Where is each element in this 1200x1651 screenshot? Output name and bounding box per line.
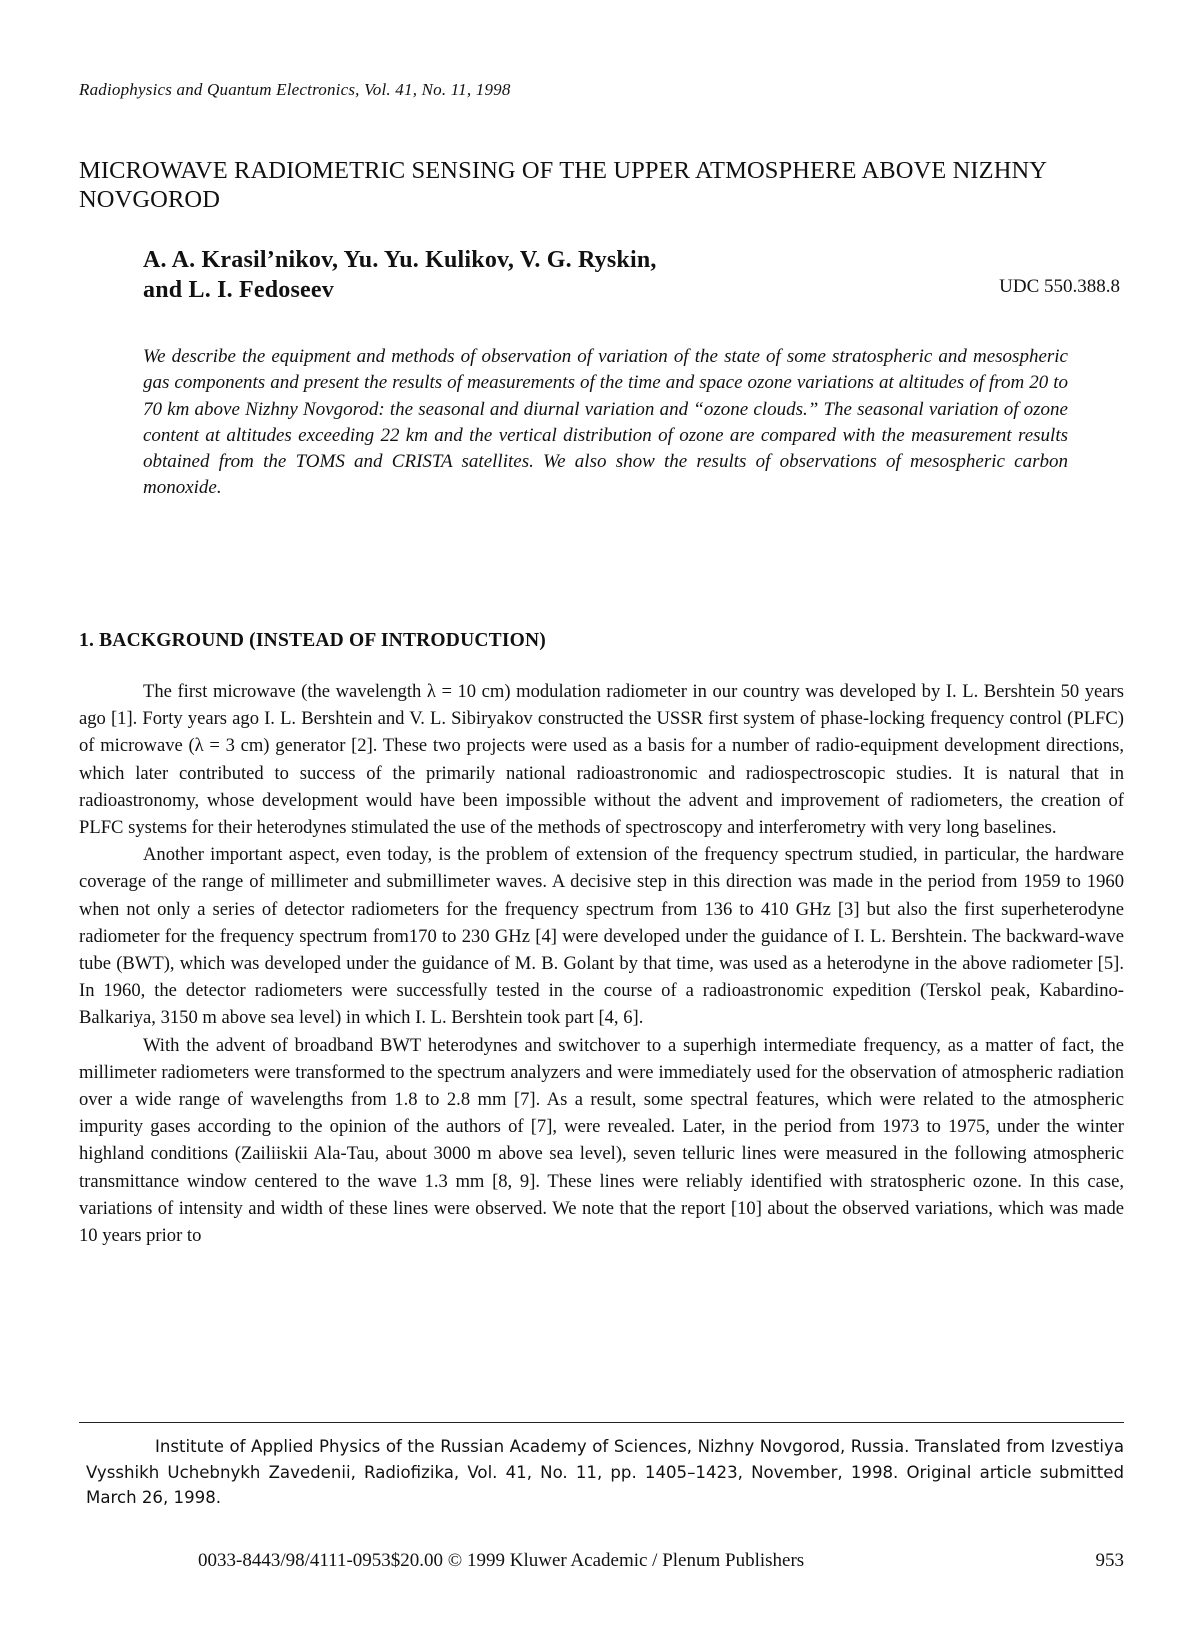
section-body (79, 678, 1124, 1249)
authors-line-2: and L. I. Fedoseev (143, 277, 334, 303)
body-paragraph: With the advent of broadband BWT heterodynes and switchover to a superhigh intermediate frequency, as a matter of fact, the millimeter radiometers were transformed to the spectrum analyzers and were immediately used for the observation of atmospheric radiation over a wide range of wavelengths from 1.8 to 2.8 mm [7]. As a result, some spectral features, which were related to the atmospheric impurity gases according to the opinion of the authors of [7], were revealed. Later, in the period from 1973 to 1975, under the winter highland conditions (Zailiiskii Ala-Tau, about 3000 m above sea level), seven telluric lines were measured in the following atmospheric transmittance window centered to the wave 1.3 mm [8, 9]. These lines were reliably identified with stratospheric ozone. In this case, variations of intensity and width of these lines were observed. We note that the report [10] about the observed variations, which was made 10 years prior to (79, 1034, 1124, 1247)
body-paragraph: The first microwave (the wavelength λ = 10 cm) modulation radiometer in our country was developed by I. L. Bershtein 50 years ago [1]. Forty years ago I. L. Bershtein and V. L. Sibiryakov constructed the USSR first system of phase-locking frequency control (PLFC) of microwave (λ = 3 cm) generator [2]. These two projects were used as a basis for a number of radio-equipment development directions, which later contributed to success of the primarily national radioastronomic and radiospectroscopic studies. It is natural that in radioastronomy, whose development would have been impossible without the advent and improvement of radiometers, the creation of PLFC systems for their heterodynes stimulated the use of the methods of spectroscopy and interferometry with very long baselines. (79, 681, 1124, 839)
affiliation-footnote: Institute of Applied Physics of the Russian Academy of Sciences, Nizhny Novgorod, Russia. Translated from Izvestiya Vysshikh Uchebnykh Zavedenii, Radiofizika, Vol. 41, No. 11, pp. 1405–1423, November, 1998. Original article submitted March 26, 1998. (86, 1437, 1124, 1507)
journal-citation: Radiophysics and Quantum Electronics, Vol. 41, No. 11, 1998 (79, 80, 511, 99)
page-number: 953 (1095, 1550, 1124, 1571)
section-heading: 1. BACKGROUND (INSTEAD OF INTRODUCTION) (79, 630, 546, 651)
copyright-line: 0033-8443/98/4111-0953$20.00 © 1999 Kluwer Academic / Plenum Publishers (198, 1550, 805, 1571)
authors-line-1: A. A. Krasil’nikov, Yu. Yu. Kulikov, V. G. Ryskin, (143, 247, 657, 273)
article-title: MICROWAVE RADIOMETRIC SENSING OF THE UPPER ATMOSPHERE ABOVE NIZHNY NOVGOROD (79, 157, 1047, 213)
abstract: We describe the equipment and methods of observation of variation of the state of some stratospheric and mesospheric gas components and present the results of measurements of the time and space ozone variations at altitudes of from 20 to 70 km above Nizhny Novgorod: the seasonal and diurnal variation and “ozone clouds.” The seasonal variation of ozone content at altitudes exceeding 22 km and the vertical distribution of ozone are compared with the measurement results obtained from the TOMS and CRISTA satellites. We also show the results of observations of mesospheric carbon monoxide. (143, 346, 1068, 499)
body-paragraph: Another important aspect, even today, is the problem of extension of the frequency spectrum studied, in particular, the hardware coverage of the range of millimeter and submillimeter waves. A decisive step in this direction was made in the period from 1959 to 1960 when not only a series of detector radiometers for the frequency spectrum from 136 to 410 GHz [3] but also the first superheterodyne radiometer for the frequency spectrum from170 to 230 GHz [4] were developed under the guidance of I. L. Bershtein. The backward-wave tube (BWT), which was developed under the guidance of M. B. Golant by that time, was used as a heterodyne in the above radiometer [5]. In 1960, the detector radiometers were successfully tested in the course of a radioastronomic expedition (Terskol peak, Kabardino-Balkariya, 3150 m above sea level) in which I. L. Bershtein took part [4, 6]. (79, 844, 1124, 1029)
footnote-divider (79, 1422, 1124, 1423)
author-list (143, 245, 657, 305)
udc-code: UDC 550.388.8 (999, 276, 1120, 297)
